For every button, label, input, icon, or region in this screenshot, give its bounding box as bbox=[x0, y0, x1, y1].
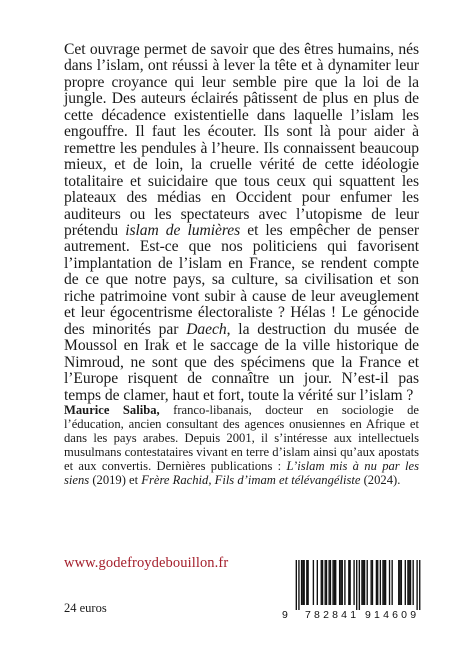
barcode-bar bbox=[410, 560, 411, 605]
barcode-bar bbox=[332, 560, 333, 605]
barcode-bar bbox=[356, 560, 357, 610]
barcode-bar bbox=[385, 560, 386, 605]
barcode-bar bbox=[353, 560, 354, 605]
isbn-barcode bbox=[279, 558, 425, 626]
barcode-bar bbox=[359, 560, 360, 610]
price-label: 24 euros bbox=[64, 601, 107, 615]
barcode-bar bbox=[348, 560, 349, 605]
author-bio bbox=[64, 404, 419, 487]
barcode-bar bbox=[321, 560, 322, 605]
barcode-bar bbox=[367, 560, 368, 605]
barcode-bar bbox=[380, 560, 381, 605]
barcode-bar bbox=[384, 560, 385, 605]
barcode-bar bbox=[372, 560, 373, 605]
paragraph-text-part-1: Cet ouvrage permet de savoir que des êtres humains, nés dans l’islam, ont réussi à lever la tête et à dynamiter leur propre croyance qui leur semble pire que la loi de la jungle. Des auteurs éclairés pâtissent de plus en plus de cette décadence existentielle dans laquelle l’islam les engouffre. Il faut les écouter. Ils sont là pour aider à remettre les pendules à l’heure. Ils connaissent beaucoup mieux, et de loin, la cruelle vérité de cette idéologie totalitaire et suicidaire que tous ceux qui squattent les plateaux des médias en Occident pour enfumer les auditeurs ou les spectateurs avec l’utopisme de leur prétendu bbox=[64, 41, 419, 239]
barcode-digit-group-left: 782841 bbox=[305, 609, 360, 621]
barcode-bar bbox=[335, 560, 336, 605]
bio-text-1: franco-libanais, docteur en sociologie de l’éducation, ancien consultant des agences onusiennes en Afrique et dans les pays arabes. Depuis 2001, il s’intéresse aux intellectuels musulmans contestataires vivant en terre d’islam ainsi qu’aux apostats et aux convertis. Dernières publications : bbox=[64, 403, 420, 473]
barcode-bar bbox=[302, 560, 303, 605]
barcode-bar bbox=[296, 560, 297, 610]
barcode-bar bbox=[330, 560, 331, 605]
paragraph-text-part-2: et les empêcher de penser autrement. Est-ce que nos politiciens qui favorisent l’implantation de l’islam en France, se rendent compte de ce que notre pays, sa culture, sa civilisation et son riche patrimoine vont subir à cause de leur aveuglement et leur égocentrisme électoraliste ? Hélas ! Le génocide des minorités par bbox=[64, 221, 419, 338]
barcode-bar bbox=[399, 560, 400, 605]
barcode-bar bbox=[339, 560, 340, 605]
barcode-bar bbox=[382, 560, 383, 605]
barcode-bar bbox=[389, 560, 390, 605]
barcode-bar bbox=[342, 560, 343, 605]
barcode-bar bbox=[298, 560, 299, 610]
paragraph-text-part-3: , la destruction du musée de Moussol en Irak et le saccage de la ville historique de Nimroud, ne sont que des spécimens que la France et l’Europe risquent de connaître un jour. N’est-il pas temps de clamer, haut et fort, toute la vérité sur l’islam ? bbox=[64, 320, 419, 404]
barcode-bar bbox=[344, 560, 345, 605]
barcode-digit-prefix: 9 bbox=[282, 609, 288, 621]
barcode-bar bbox=[334, 560, 335, 605]
barcode-bars bbox=[293, 560, 423, 610]
barcode-bar bbox=[361, 560, 362, 605]
bio-text-2: (2019) et bbox=[89, 472, 142, 487]
barcode-bar bbox=[364, 560, 365, 605]
barcode-bar bbox=[391, 560, 392, 605]
barcode-bar bbox=[307, 560, 308, 605]
back-cover-paragraph bbox=[64, 42, 419, 404]
paragraph-italic-daech: Daech bbox=[186, 320, 227, 338]
barcode-bar bbox=[419, 560, 420, 610]
bio-text-3: (2024). bbox=[360, 472, 401, 487]
barcode-bar bbox=[412, 560, 413, 605]
publisher-website[interactable]: www.godefroydebouillon.fr bbox=[64, 555, 229, 571]
barcode-bar bbox=[376, 560, 377, 605]
barcode-bar bbox=[328, 560, 329, 605]
barcode-digit-group-right: 914609 bbox=[365, 609, 420, 621]
barcode-bar bbox=[322, 560, 323, 605]
author-name: Maurice Saliba, bbox=[64, 403, 160, 417]
bio-book-title-1: L’islam mis à nu par les siens bbox=[64, 458, 420, 487]
barcode-bar bbox=[340, 560, 341, 605]
barcode-bar bbox=[349, 560, 350, 605]
barcode-bar bbox=[377, 560, 378, 605]
bio-book-title-2: Frère Rachid, Fils d’imam et télévangéliste bbox=[141, 472, 361, 487]
barcode-bar bbox=[326, 560, 327, 605]
barcode-bar bbox=[407, 560, 408, 605]
barcode-bar bbox=[363, 560, 364, 605]
barcode-bar bbox=[301, 560, 302, 605]
barcode-bar bbox=[313, 560, 314, 605]
barcode-bar bbox=[304, 560, 305, 605]
barcode-bar bbox=[401, 560, 402, 605]
barcode-bar bbox=[325, 560, 326, 605]
barcode-bar bbox=[405, 560, 406, 605]
paragraph-italic-lumieres: islam de lumières bbox=[125, 221, 241, 239]
barcode-bar bbox=[370, 560, 371, 605]
barcode-bar bbox=[409, 560, 410, 605]
barcode-bar bbox=[306, 560, 307, 605]
barcode-bar bbox=[317, 560, 318, 605]
barcode-bar bbox=[416, 560, 417, 610]
barcode-bar bbox=[398, 560, 399, 605]
